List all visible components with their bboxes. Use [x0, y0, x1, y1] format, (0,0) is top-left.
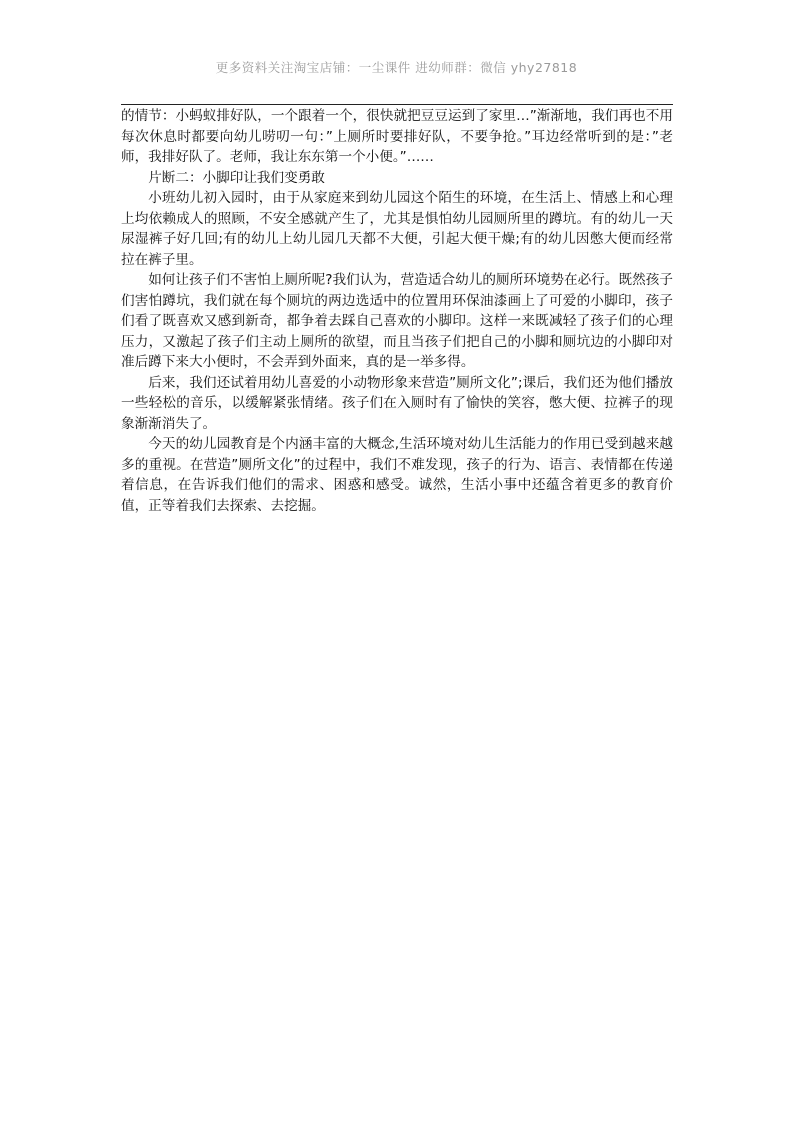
paragraph: 小班幼儿初入园时，由于从家庭来到幼儿园这个陌生的环境，在生活上、情感上和心理上均依赖成人的照顾，不安全感就产生了，尤其是惧怕幼儿园厕所里的蹲坑。有的幼儿一天尿湿裤子好几回;有的幼儿上幼儿园几天都不大便，引起大便干燥;有的幼儿因憋大便而经常拉在裤子里。: [121, 190, 673, 268]
paragraph: 今天的幼儿园教育是个内涵丰富的大概念,生活环境对幼儿生活能力的作用已受到越来越多的重视。在营造”厕所文化”的过程中，我们不难发现，孩子的行为、语言、表情都在传递着信息，在告诉我们他们的需求、困惑和感受。诚然，生活小事中还蕴含着更多的教育价值，正等着我们去探索、去挖掘。: [121, 436, 673, 514]
header-divider: [121, 104, 673, 105]
page-header: 更多资料关注淘宝店铺：一尘课件 进幼师群：微信 yhy27818: [215, 60, 578, 75]
paragraph-continuation: 的情节：小蚂蚁排好队，一个跟着一个，很快就把豆豆运到了家里…”渐渐地，我们再也不用每次休息时都要向幼儿唠叨一句：”上厕所时要排好队，不要争抢。”耳边经常听到的是：”老师，我排好队了。老师，我让东东第一个小便。”……: [121, 108, 673, 165]
section-heading: 片断二：小脚印让我们变勇敢: [148, 169, 325, 186]
document-body: [121, 106, 673, 516]
paragraph: 后来，我们还试着用幼儿喜爱的小动物形象来营造”厕所文化”;课后，我们还为他们播放一些轻松的音乐，以缓解紧张情绪。孩子们在入厕时有了愉快的笑容，憋大便、拉裤子的现象渐渐消失了。: [121, 374, 673, 432]
paragraph: 如何让孩子们不害怕上厕所呢?我们认为，营造适合幼儿的厕所环境势在必行。既然孩子们害怕蹲坑，我们就在每个厕坑的两边选适中的位置用环保油漆画上了可爱的小脚印，孩子们看了既喜欢又感到新奇，都争着去踩自己喜欢的小脚印。这样一来既减轻了孩子们的心理压力，又激起了孩子们主动上厕所的欲望，而且当孩子们把自己的小脚和厕坑边的小脚印对准后蹲下来大小便时，不会弄到外面来，真的是一举多得。: [121, 272, 673, 370]
